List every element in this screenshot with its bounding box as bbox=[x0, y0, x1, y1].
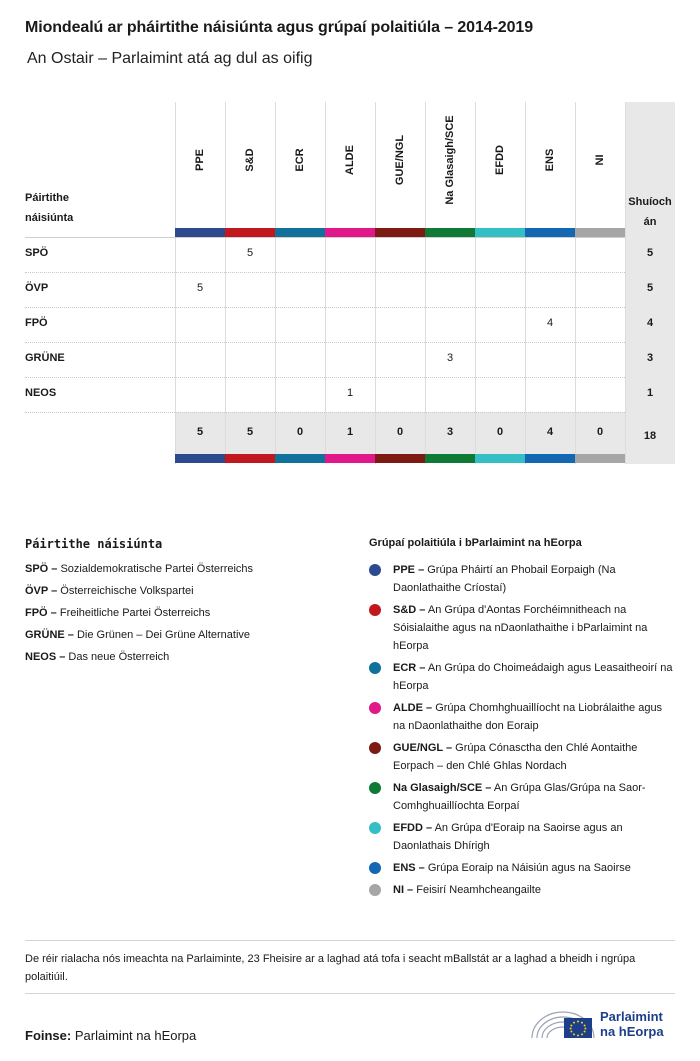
group-total: 0 bbox=[396, 426, 404, 438]
group-full-name: An Grúpa Glas/Grúpa na Saor-Comhghuaillíochta Eorpaí bbox=[393, 782, 646, 812]
source-label: Foinse: bbox=[25, 1028, 72, 1043]
group-header-label: Na Glasaigh/SCE bbox=[444, 115, 456, 205]
group-header bbox=[375, 102, 425, 227]
group-abbr: PPE – bbox=[393, 564, 425, 576]
group-legend-text bbox=[369, 561, 674, 597]
party-seat-count: 3 bbox=[646, 352, 654, 364]
group-legend-text bbox=[369, 601, 674, 655]
group-color-bar bbox=[325, 228, 375, 237]
group-header bbox=[175, 102, 225, 227]
group-header-label: ECR bbox=[294, 148, 306, 172]
party-seat-count: 1 bbox=[646, 387, 654, 399]
group-color-dot-icon bbox=[369, 782, 381, 794]
group-full-name: Grúpa Eoraip na Náisiún agus na Saoirse bbox=[427, 862, 631, 874]
party-seat-count: 5 bbox=[646, 247, 654, 259]
group-header bbox=[525, 102, 575, 227]
group-abbr: ALDE – bbox=[393, 702, 433, 714]
party-legend-item bbox=[25, 629, 250, 641]
european-parliament-logo bbox=[528, 1004, 678, 1042]
group-color-dot-icon bbox=[369, 702, 381, 714]
group-header-label: NI bbox=[594, 154, 606, 166]
group-total: 0 bbox=[496, 426, 504, 438]
group-abbr: S&D – bbox=[393, 604, 426, 616]
group-full-name: Grúpa Pháirtí an Phobail Eorpaigh (Na Daonlathaithe Críostaí) bbox=[393, 564, 616, 594]
group-legend-title: Grúpaí polaitiúla i bParlaimint na hEorpa bbox=[369, 537, 582, 549]
group-header bbox=[425, 102, 475, 227]
group-full-name: Grúpa Cónasctha den Chlé Aontaithe Eorpach – den Chlé Ghlas Nordach bbox=[393, 742, 638, 772]
party-full-name: Österreichische Volkspartei bbox=[60, 585, 194, 597]
party-row-label: SPÖ bbox=[25, 247, 49, 259]
party-seat-count: 4 bbox=[646, 317, 654, 329]
group-total: 5 bbox=[246, 426, 254, 438]
group-header-label: S&D bbox=[244, 148, 256, 172]
group-legend-text bbox=[369, 819, 674, 855]
party-row-label: GRÜNE bbox=[25, 352, 65, 364]
party-legend-item bbox=[25, 607, 210, 619]
group-header-label: PPE bbox=[194, 148, 206, 172]
group-color-bar-bottom bbox=[225, 454, 275, 463]
party-legend-item bbox=[25, 563, 253, 575]
group-full-name: An Grúpa d'Eoraip na Saoirse agus an Daonlathais Dhírigh bbox=[393, 822, 623, 852]
group-legend-item bbox=[369, 819, 674, 855]
footnote: De réir rialacha nós imeachta na Parlaiminte, 23 Fheisire ar a laghad atá tofa i seacht mBallstát ar a laghad a bheidh i ngrúpa polaitiúil. bbox=[25, 953, 636, 983]
group-header-label: GUE/NGL bbox=[394, 134, 406, 186]
group-full-name: An Grúpa d'Aontas Forchéimnitheach na Sóisialaithe agus na nDaonlathaithe i bParlaimint na hEorpa bbox=[393, 604, 648, 652]
group-total: 3 bbox=[446, 426, 454, 438]
group-abbr: EFDD – bbox=[393, 822, 433, 834]
party-abbr: SPÖ – bbox=[25, 563, 58, 575]
party-abbr: FPÖ – bbox=[25, 607, 57, 619]
group-color-bar-bottom bbox=[275, 454, 325, 463]
page-subtitle: An Ostair – Parlaimint atá ag dul as oifig bbox=[27, 50, 313, 67]
group-header bbox=[575, 102, 625, 227]
party-abbr: NEOS – bbox=[25, 651, 66, 663]
group-color-dot-icon bbox=[369, 862, 381, 874]
logo-line2: na hEorpa bbox=[600, 1024, 664, 1039]
group-color-bar bbox=[375, 228, 425, 237]
group-color-bar bbox=[425, 228, 475, 237]
party-row-label: NEOS bbox=[25, 387, 57, 399]
grand-total: 18 bbox=[643, 430, 657, 442]
group-header bbox=[275, 102, 325, 227]
group-header-label: ENS bbox=[544, 148, 556, 172]
group-color-bar-bottom bbox=[575, 454, 625, 463]
group-abbr: NI – bbox=[393, 884, 414, 896]
party-seat-count: 5 bbox=[646, 282, 654, 294]
group-color-dot-icon bbox=[369, 884, 381, 896]
row-divider bbox=[25, 377, 625, 378]
group-total: 0 bbox=[596, 426, 604, 438]
group-legend-item bbox=[369, 659, 674, 695]
party-full-name: Sozialdemokratische Partei Österreichs bbox=[60, 563, 254, 575]
group-full-name: Grúpa Chomhghuaillíocht na Liobrálaithe agus na nDaonlathaithe don Eoraip bbox=[393, 702, 663, 732]
table-cell: 5 bbox=[196, 282, 204, 294]
logo-line1: Parlaimint bbox=[600, 1009, 663, 1024]
group-legend-text bbox=[369, 699, 674, 735]
group-color-bar-bottom bbox=[425, 454, 475, 463]
table-cell: 5 bbox=[246, 247, 254, 259]
party-full-name: Das neue Österreich bbox=[68, 651, 170, 663]
group-total: 0 bbox=[296, 426, 304, 438]
group-color-bar-bottom bbox=[525, 454, 575, 463]
group-legend-text bbox=[369, 859, 674, 877]
group-color-dot-icon bbox=[369, 742, 381, 754]
seats-column-header: Shuíoch án bbox=[628, 196, 672, 228]
row-divider bbox=[25, 307, 625, 308]
group-header bbox=[225, 102, 275, 227]
page-title: Miondealú ar pháirtithe náisiúnta agus grúpaí polaitiúla – 2014-2019 bbox=[25, 19, 533, 36]
party-legend-item bbox=[25, 651, 169, 663]
group-total: 5 bbox=[196, 426, 204, 438]
group-color-bar bbox=[575, 228, 625, 237]
table-cell: 3 bbox=[446, 352, 454, 364]
source-value: Parlaimint na hEorpa bbox=[74, 1028, 197, 1043]
group-color-bar bbox=[275, 228, 325, 237]
parliament-hemicycle-icon bbox=[528, 1004, 598, 1042]
source-line bbox=[25, 1028, 196, 1043]
group-header bbox=[325, 102, 375, 227]
group-legend-text bbox=[369, 739, 674, 775]
party-row-label: ÖVP bbox=[25, 282, 49, 294]
group-header bbox=[475, 102, 525, 227]
group-total: 1 bbox=[346, 426, 354, 438]
group-total: 4 bbox=[546, 426, 554, 438]
group-header-label: ALDE bbox=[344, 145, 356, 175]
party-abbr: ÖVP – bbox=[25, 585, 58, 597]
group-full-name: An Grúpa do Choimeádaigh agus Leasaitheoirí na hEorpa bbox=[393, 662, 673, 692]
party-column-header: Páirtithe náisiúnta bbox=[25, 192, 74, 224]
group-legend-text bbox=[369, 779, 674, 815]
group-legend-item bbox=[369, 699, 674, 735]
group-color-bar bbox=[225, 228, 275, 237]
party-full-name: Die Grünen – Dei Grüne Alternative bbox=[76, 629, 251, 641]
group-color-bar bbox=[475, 228, 525, 237]
group-legend-text bbox=[369, 881, 674, 899]
group-abbr: Na Glasaigh/SCE – bbox=[393, 782, 492, 794]
party-full-name: Freiheitliche Partei Österreichs bbox=[59, 607, 211, 619]
header-separator bbox=[25, 237, 625, 238]
group-color-bar-bottom bbox=[325, 454, 375, 463]
group-legend-item bbox=[369, 881, 674, 899]
note-top-divider bbox=[25, 940, 675, 941]
group-abbr: ENS – bbox=[393, 862, 425, 874]
table-cell: 4 bbox=[546, 317, 554, 329]
group-abbr: ECR – bbox=[393, 662, 426, 674]
group-color-bar bbox=[525, 228, 575, 237]
table-cell: 1 bbox=[346, 387, 354, 399]
party-abbr: GRÜNE – bbox=[25, 629, 74, 641]
group-header-label: EFDD bbox=[494, 145, 506, 175]
group-legend-item bbox=[369, 859, 674, 877]
seat-breakdown-table bbox=[25, 102, 675, 464]
group-color-bar bbox=[175, 228, 225, 237]
row-divider bbox=[25, 342, 625, 343]
party-legend-title: Páirtithe náisiúnta bbox=[25, 537, 163, 551]
group-color-bar-bottom bbox=[175, 454, 225, 463]
party-row-label: FPÖ bbox=[25, 317, 48, 329]
party-legend-item bbox=[25, 585, 194, 597]
group-legend-item bbox=[369, 601, 674, 655]
note-bottom-divider bbox=[25, 993, 675, 994]
group-legend-item bbox=[369, 779, 674, 815]
group-abbr: GUE/NGL – bbox=[393, 742, 453, 754]
group-legend-item bbox=[369, 739, 674, 775]
group-color-dot-icon bbox=[369, 662, 381, 674]
group-color-bar-bottom bbox=[375, 454, 425, 463]
row-divider bbox=[25, 272, 625, 273]
row-divider bbox=[25, 412, 625, 413]
group-color-dot-icon bbox=[369, 604, 381, 616]
group-full-name: Feisirí Neamhcheangailte bbox=[416, 884, 541, 896]
group-color-dot-icon bbox=[369, 564, 381, 576]
group-color-dot-icon bbox=[369, 822, 381, 834]
group-legend-text bbox=[369, 659, 674, 695]
group-legend-item bbox=[369, 561, 674, 597]
group-color-bar-bottom bbox=[475, 454, 525, 463]
